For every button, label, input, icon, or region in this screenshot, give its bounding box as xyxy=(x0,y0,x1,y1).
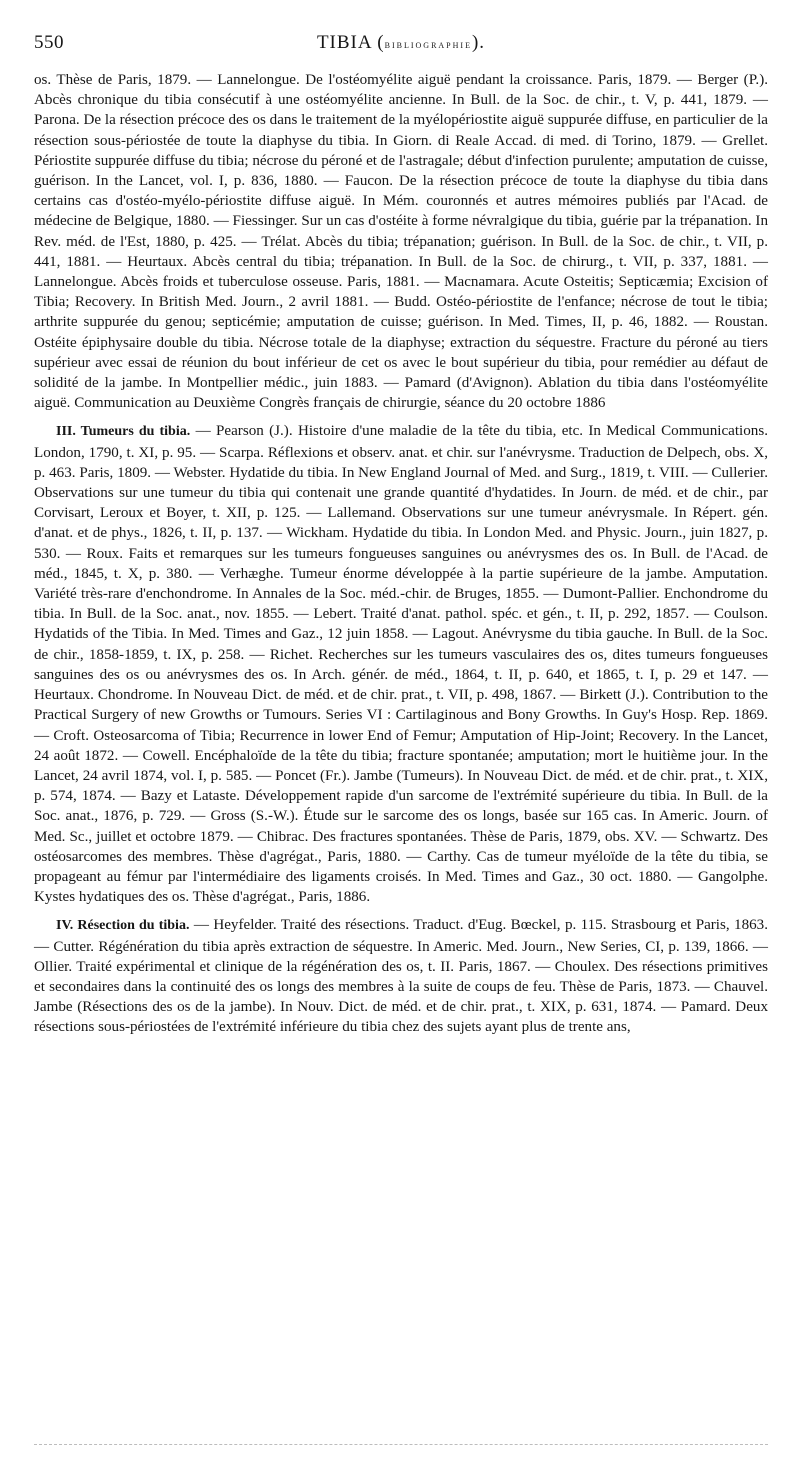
running-header xyxy=(34,30,768,60)
bibliography-paragraph-continued xyxy=(34,70,768,413)
paragraph-text: os. Thèse de Paris, 1879. — Lannelongue. De l'ostéomyélite aiguë pendant la croissance. Paris, 1879. — Berger (P.). Abcès chronique du tibia consécutif à une ostéomyélite ancienne. In Bull. de la Soc. de chir., t. V, p. 441, 1879. — Parona. De la résection précoce des os dans le traitement de la myélopériostite aiguë suppurée diffuse, en particulier de la résection sous-périostée de toute la diaphyse du tibia. In Giorn. di Reale Accad. di med. di Torino, 1879. — Grellet. Périostite suppurée diffuse du tibia; nécrose du péroné et de l'astragale; début d'infection purulente; amputation de cuisse, guérison. In the Lancet, vol. I, p. 836, 1880. — Faucon. De la résection précoce de toute la diaphyse du tibia dans certains cas d'ostéo-myélo-périostite diffuse aiguë. In Mém. couronnés et autres mémoires publiés par l'Acad. de médecine de Belgique, 1880. — Fiessinger. Sur un cas d'ostéite à forme névralgique du tibia, guérie par la trépanation. In Rev. méd. de l'Est, 1880, p. 425. — Trélat. Abcès du tibia; trépanation; guérison. In Bull. de la Soc. de chir., t. VII, p. 441, 1881. — Heurtaux. Abcès central du tibia; trépanation. In Bull. de la Soc. de chirurg., t. VII, p. 337, 1881. — Lannelongue. Abcès froids et tuberculose osseuse. Paris, 1881. — Macnamara. Acute Osteitis; Septicæmia; Excision of Tibia; Recovery. In British Med. Journ., 2 avril 1881. — Budd. Ostéo-périostite de l'enfance; nécrose de tout le tibia; arthrite suppurée du genou; septicémie; amputation de cuisse; guérison. In Med. Times, II, p. 46, 1882. — Roustan. Ostéite épiphysaire double du tibia. Nécrose totale de la diaphyse; extraction du séquestre. Fracture du péroné au tiers supérieur avec essai de réunion du bout inférieur de cet os avec le bout supérieur du tibia, pour remédier au défaut de solidité de la jambe. In Montpellier médic., juin 1883. — Pamard (d'Avignon). Ablation du tibia dans l'ostéomyélite aiguë. Communication au Deuxième Congrès français de chirurgie, séance du 20 octobre 1886 xyxy=(34,72,768,412)
section-heading: IV. Résection du tibia. xyxy=(56,918,190,934)
running-title-main: TIBIA ( xyxy=(316,32,385,53)
bibliography-section-tumeurs xyxy=(34,421,768,907)
bibliography-section-resection xyxy=(34,915,768,1037)
paragraph-text: — Pearson (J.). Histoire d'une maladie de la tête du tibia, etc. In Medical Communications. London, 1790, t. XI, p. 95. — Scarpa. Réflexions et observ. anat. et chir. sur l'anévrysme. Traduction de Delpech, obs. X, p. 463. Paris, 1809. — Webster. Hydatide du tibia. In New England Journal of Med. and Surg., 1819, t. VIII. — Cullerier. Observations sur une tumeur du tibia qui contenait une grande quantité d'hydatides. In Journ. de méd. et de chir., par Corvisart, Leroux et Boyer, t. XII, p. 125. — Lallemand. Observations sur une tumeur anévrysmale. In Répert. gén. d'anat. et de phys., 1826, t. II, p. 137. — Wickham. Hydatide du tibia. In London Med. and Physic. Journ., juin 1827, p. 530. — Roux. Faits et remarques sur les tumeurs fongueuses sanguines ou anévrysmes des os. In Bull. de l'Acad. de méd., 1845, t. X, p. 380. — Verhæghe. Tumeur énorme développée à la partie supérieure de la jambe. Amputation. Variété très-rare d'enchondrome. In Annales de la Soc. méd.-chir. de Bruges, 1855. — Dumont-Pallier. Enchondrome du tibia. In Bull. de la Soc. anat., nov. 1855. — Lebert. Traité d'anat. pathol. spéc. et gén., t. II, p. 292, 1857. — Coulson. Hydatids of the Tibia. In Med. Times and Gaz., 12 juin 1858. — Lagout. Anévrysme du tibia gauche. In Bull. de la Soc. de chir., 1858-1859, t. IX, p. 258. — Richet. Recherches sur les tumeurs vasculaires des os, dites tumeurs fongueuses sanguines des os ou anévrysmes des os. In Arch. génér. de méd., 1864, t. II, p. 640, et 1865, t. I, p. 29 et 147. — Heurtaux. Chondrome. In Nouveau Dict. de méd. et de chir. prat., t. VII, p. 498, 1867. — Birkett (J.). Contribution to the Practical Surgery of new Growths or Tumours. Series VI : Cartilaginous and Bony Growths. In Guy's Hosp. Rep. 1869. — Croft. Osteosarcoma of Tibia; Recurrence in lower End of Femur; Amputation of Hip-Joint; Recovery. In the Lancet, 24 août 1872. — Cowell. Encéphaloïde de la tête du tibia; fracture spontanée; amputation; mort le huitième jour. In the Lancet, 24 avril 1874, vol. I, p. 585. — Poncet (Fr.). Jambe (Tumeurs). In Nouveau Dict. de méd. et de chir. prat., t. XIX, p. 574, 1874. — Bazy et Lataste. Développement rapide d'un sarcome de l'extrémité supérieure du tibia. In Bull. de la Soc. anat., 1876, p. 729. — Gross (S.-W.). Étude sur le sarcome des os longs, basée sur 165 cas. In Americ. Journ. of Med. Sc., juillet et octobre 1879. — Chibrac. Des fractures spontanées. Thèse de Paris, 1879, obs. XV. — Schwartz. Des ostéosarcomes des membres. Thèse d'agrégat., Paris, 1880. — Carthy. Cas de tumeur myéloïde de la tête du tibia, se propageant au fémur par l'intermédiaire des ligaments croisés. In Med. Times and Gaz., 30 oct. 1880. — Gangolphe. Kystes hydatiques des os. Thèse d'agrégat., Paris, 1886. xyxy=(34,423,768,906)
bibliography-body xyxy=(34,70,768,1038)
running-title xyxy=(34,32,768,54)
paragraph-text: — Heyfelder. Traité des résections. Traduct. d'Eug. Bœckel, p. 115. Strasbourg et Paris, 1863. — Cutter. Régénération du tibia après extraction de séquestre. In Americ. Med. Journ., New Series, CI, p. 139, 1866. — Ollier. Traité expérimental et clinique de la régénération des os, t. II. Paris, 1867. — Choulex. Des résections primitives et secondaires dans la continuité des os longs des membres à la suite de coups de feu. Thèse de Paris, 1873. — Chauvel. Jambe (Résections des os de la jambe). In Nouv. Dict. de méd. et de chir. prat., t. XIX, p. 631, 1874. — Pamard. Deux résections sous-périostées de l'extrémité inférieure du tibia chez des sujets ayant plus de trente ans, xyxy=(34,917,769,1036)
running-title-close: ). xyxy=(471,32,486,53)
page-number: 550 xyxy=(34,32,64,53)
section-heading: III. Tumeurs du tibia. xyxy=(56,424,191,440)
running-title-subtitle: bibliographie xyxy=(384,37,472,51)
footer-rule xyxy=(34,1444,768,1445)
